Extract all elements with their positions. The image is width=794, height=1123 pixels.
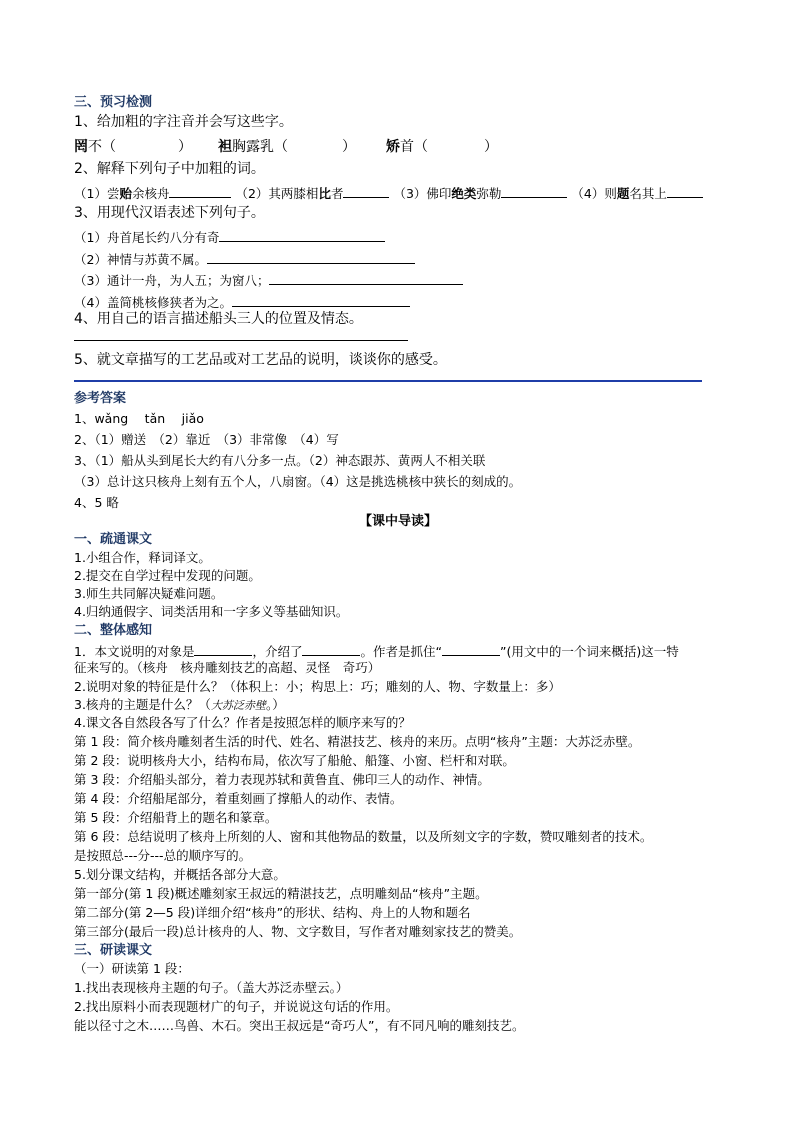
answer-3-line-1: 3、（1）船从头到尾长大约有八分多一点。（2）神态跟苏、黄两人不相关联 <box>74 453 486 468</box>
prompt-1-continued: 征来写的。（核舟 核舟雕刻技艺的高超、灵怪 奇巧） <box>74 660 381 675</box>
structure-part-3: 第三部分(最后一段)总计核舟的人、物、文字数目，写作者对雕刻家技艺的赞美。 <box>74 924 522 939</box>
section-1-item: 2.提交在自学过程中发现的问题。 <box>74 568 261 583</box>
question-5: 5、就文章描写的工艺品或对工艺品的说明，谈谈你的感受。 <box>74 352 447 368</box>
section-3-heading: 三、研读课文 <box>74 943 153 958</box>
answer-line[interactable] <box>74 340 408 341</box>
answer-blank[interactable] <box>667 185 703 198</box>
answer-blank[interactable] <box>232 294 410 307</box>
section-1-item: 3.师生共同解决疑难问题。 <box>74 586 224 601</box>
q1-item-1: 罔不（ <box>74 139 116 155</box>
prompt-2: 2.说明对象的特征是什么？（体积上：小；构思上：巧；雕刻的人、物、字数量上：多） <box>74 679 561 694</box>
paragraph-summary-6: 第 6 段：总结说明了核舟上所刻的人、窗和其他物品的数量，以及所刻文字的字数，赞叹雕刻者的技术。 <box>74 829 653 844</box>
q1-item-2: 袒胸露乳（ <box>218 139 288 155</box>
question-2-items: （1）尝贻余核舟 （2）其两膝相比者 （3）佛印绝类弥勒 （4）则题名其上 <box>74 185 703 201</box>
structure-part-2: 第二部分(第 2—5 段)详细介绍“核舟”的形状、结构、舟上的人物和题名 <box>74 905 471 920</box>
answers-heading: 参考答案 <box>74 391 127 406</box>
answer-blank[interactable] <box>343 185 389 198</box>
prompt-3: 3.核舟的主题是什么？（大苏泛赤壁。） <box>74 697 285 712</box>
answer-3-line-2: （3）总计这只核舟上刻有五个人，八扇窗。（4）这是挑选桃核中狭长的刻成的。 <box>74 474 522 489</box>
question-3-item-1: （1）舟首尾长约八分有奇 <box>74 229 385 245</box>
answer-1: 1、wǎng tǎn jiǎo <box>74 411 204 426</box>
answer-blank[interactable] <box>269 272 463 285</box>
answer-blank[interactable] <box>219 229 385 242</box>
question-1: 1、给加粗的字注音并会写这些字。 <box>74 114 293 130</box>
answer-blank[interactable] <box>207 251 415 264</box>
question-3-item-4: （4）盖简桃核修狭者为之。 <box>74 294 410 310</box>
answer-blank[interactable] <box>302 643 360 656</box>
paragraph-summary-4: 第 4 段：介绍船尾部分，着重刻画了撑船人的动作、表情。 <box>74 791 403 806</box>
question-3-item-3: （3）通计一舟，为人五；为窗八； <box>74 272 463 288</box>
divider-rule <box>74 380 702 382</box>
reading-question-1: 1.找出表现核舟主题的句子。（盖大苏泛赤壁云。） <box>74 980 349 995</box>
q1-item-1-close: ） <box>178 139 192 155</box>
answer-blank[interactable] <box>194 643 252 656</box>
prompt-1: 1．本文说明的对象是 ，介绍了 。作者是抓住“ ”(用文中的一个词来概括)这一特 <box>74 644 679 659</box>
prompt-5: 5.划分课文结构，并概括各部分大意。 <box>74 867 286 882</box>
paragraph-summary-1: 第 1 段：简介核舟雕刻者生活的时代、姓名、精湛技艺、核舟的来历。点明“核舟”主题：大苏泛赤壁。 <box>74 734 641 749</box>
question-3: 3、用现代汉语表述下列句子。 <box>74 205 265 221</box>
preview-heading: 三、预习检测 <box>74 95 153 110</box>
q1-item-3: 矫首（ <box>386 139 428 155</box>
writing-order: 是按照总---分---总的顺序写的。 <box>74 848 252 863</box>
section-1-item: 4.归纳通假字、词类活用和一字多义等基础知识。 <box>74 604 349 619</box>
question-2: 2、解释下列句子中加粗的词。 <box>74 161 265 177</box>
answer-blank[interactable] <box>169 185 231 198</box>
paragraph-summary-5: 第 5 段：介绍船背上的题名和篆章。 <box>74 810 278 825</box>
q1-item-3-close: ） <box>484 139 498 155</box>
answer-blank[interactable] <box>442 643 500 656</box>
structure-part-1: 第一部分(第 1 段)概述雕刻家王叔远的精湛技艺，点明雕刻品“核舟”主题。 <box>74 886 488 901</box>
answer-blank[interactable] <box>501 185 567 198</box>
section-1-item: 1.小组合作，释词译文。 <box>74 550 211 565</box>
section-1-heading: 一、疏通课文 <box>74 532 153 547</box>
prompt-4: 4.课文各自然段各写了什么？作者是按照怎样的顺序来写的？ <box>74 715 411 730</box>
subsection-1: （一）研读第 1 段： <box>74 961 190 976</box>
reading-question-2: 2.找出原料小而表现题材广的句子，并说说这句话的作用。 <box>74 999 399 1014</box>
question-4: 4、用自己的语言描述船头三人的位置及情态。 <box>74 311 363 327</box>
answer-2: 2、（1）赠送 （2）靠近 （3）非常像 （4）写 <box>74 432 339 447</box>
reading-answer-2: 能以径寸之木……鸟兽、木石。突出王叔远是“奇巧人”，有不同凡响的雕刻技艺。 <box>74 1018 525 1033</box>
paragraph-summary-2: 第 2 段：说明核舟大小，结构布局，依次写了船舱、船篷、小窗、栏杆和对联。 <box>74 753 515 768</box>
handwritten-answer: 大苏泛赤壁 <box>210 699 266 712</box>
guide-title: 【课中导读】 <box>358 514 437 529</box>
section-2-heading: 二、整体感知 <box>74 623 153 638</box>
answer-4: 4、5 略 <box>74 495 119 510</box>
q1-item-2-close: ） <box>342 139 356 155</box>
paragraph-summary-3: 第 3 段：介绍船头部分，着力表现苏轼和黄鲁直、佛印三人的动作、神情。 <box>74 772 490 787</box>
question-3-item-2: （2）神情与苏黄不属。 <box>74 251 415 267</box>
